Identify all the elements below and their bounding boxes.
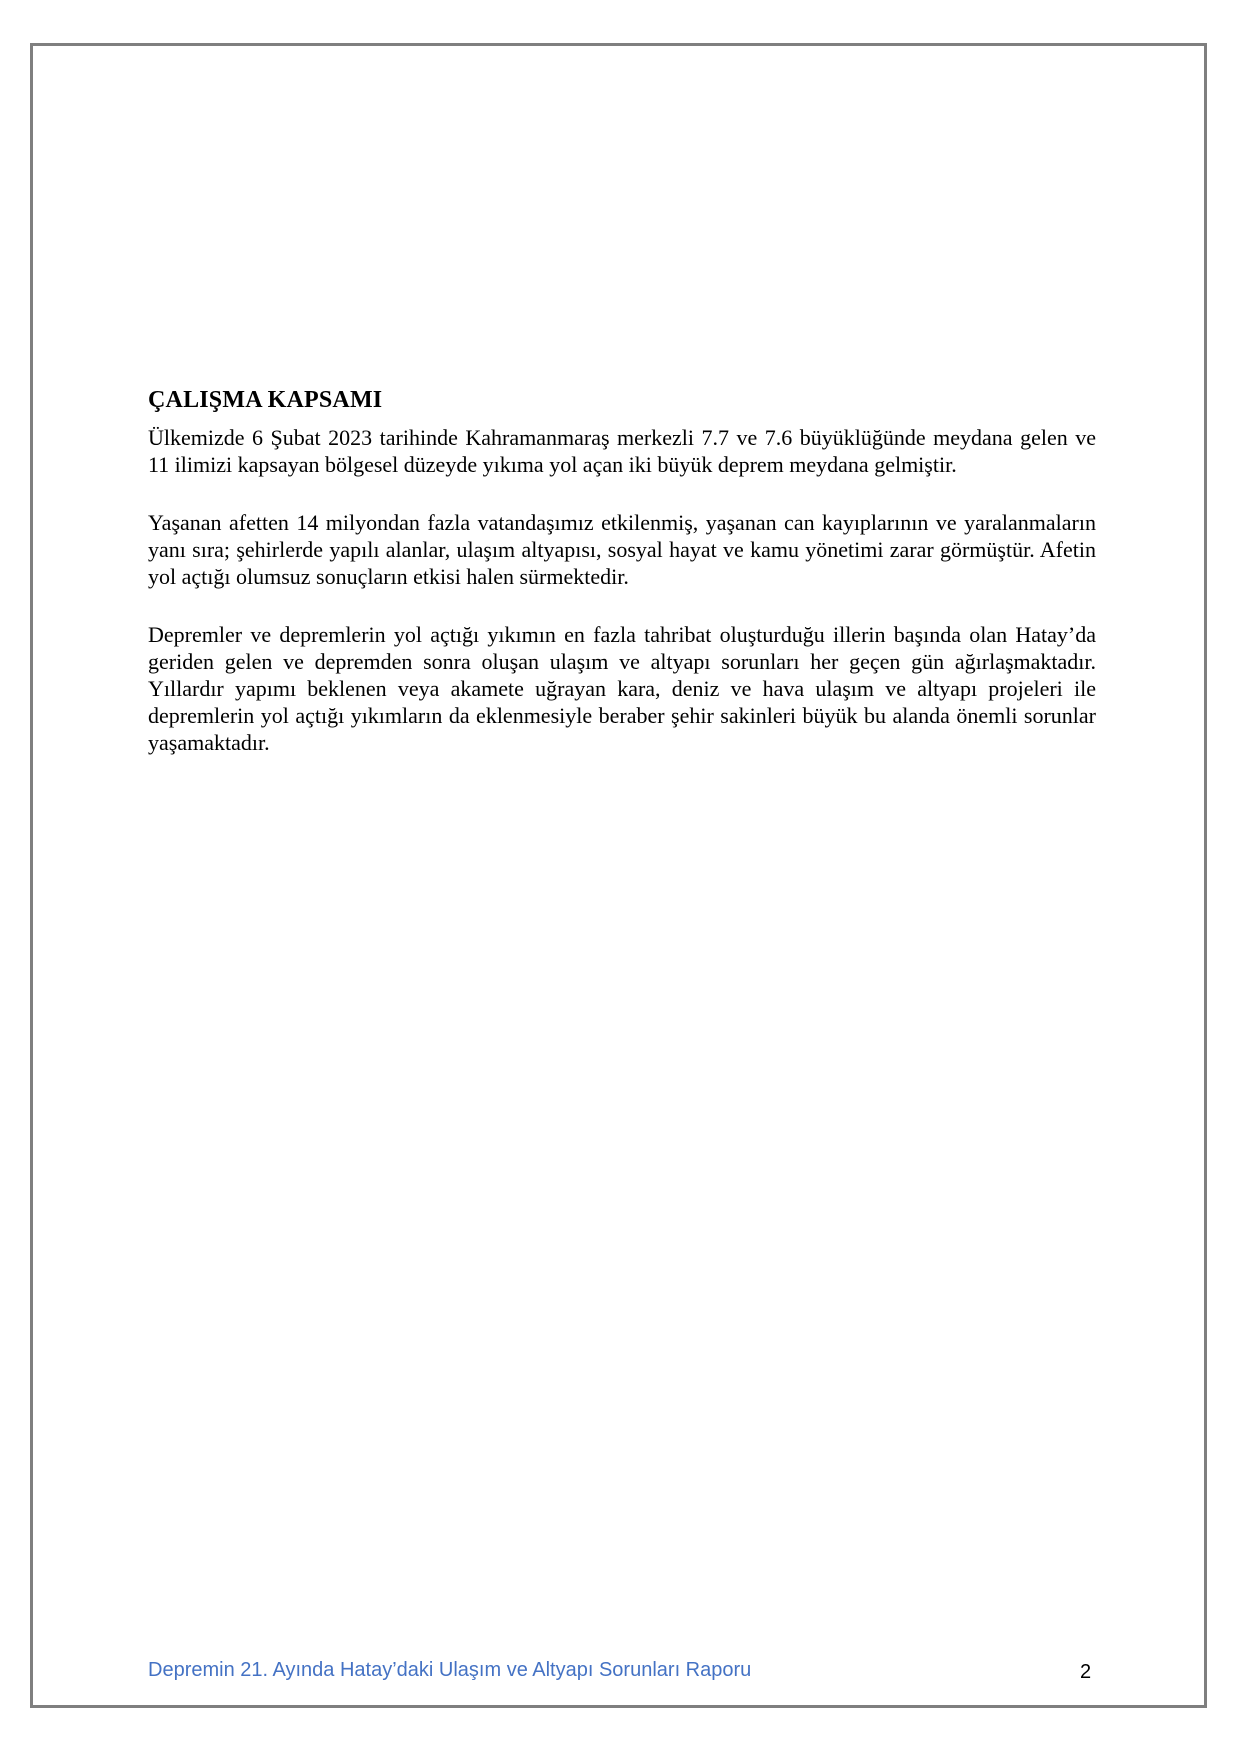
document-body <box>148 385 1096 787</box>
paragraph-2: Yaşanan afetten 14 milyondan fazla vatandaşımız etkilenmiş, yaşanan can kayıplarının ve yaralanmaların yanı sıra; şehirlerde yapılı alanlar, ulaşım altyapısı, sosyal hayat ve kamu yönetimi zarar görmüştür. Afetin yol açtığı olumsuz sonuçların etkisi halen sürmektedir. <box>148 510 1096 589</box>
page-number: 2 <box>1080 1661 1092 1683</box>
footer-report-title: Depremin 21. Ayında Hatay’daki Ulaşım ve Altyapı Sorunları Raporu <box>148 1659 752 1681</box>
section-heading: ÇALIŞMA KAPSAMI <box>148 387 383 413</box>
page-border <box>30 43 1207 1708</box>
paragraph-3: Depremler ve depremlerin yol açtığı yıkımın en fazla tahribat oluşturduğu illerin başında olan Hatay’da geriden gelen ve depremden sonra oluşan ulaşım ve altyapı sorunları her geçen gün ağırlaşmaktadır. Yıllardır yapımı beklenen veya akamete uğrayan kara, deniz ve hava ulaşım ve altyapı projeleri ile depremlerin yol açtığı yıkımların da eklenmesiyle beraber şehir sakinleri büyük bu alanda önemli sorunlar yaşamaktadır. <box>148 622 1096 755</box>
paragraph-1: Ülkemizde 6 Şubat 2023 tarihinde Kahramanmaraş merkezli 7.7 ve 7.6 büyüklüğünde meydana gelen ve 11 ilimizi kapsayan bölgesel düzeyde yıkıma yol açan iki büyük deprem meydana gelmiştir. <box>148 425 1096 477</box>
